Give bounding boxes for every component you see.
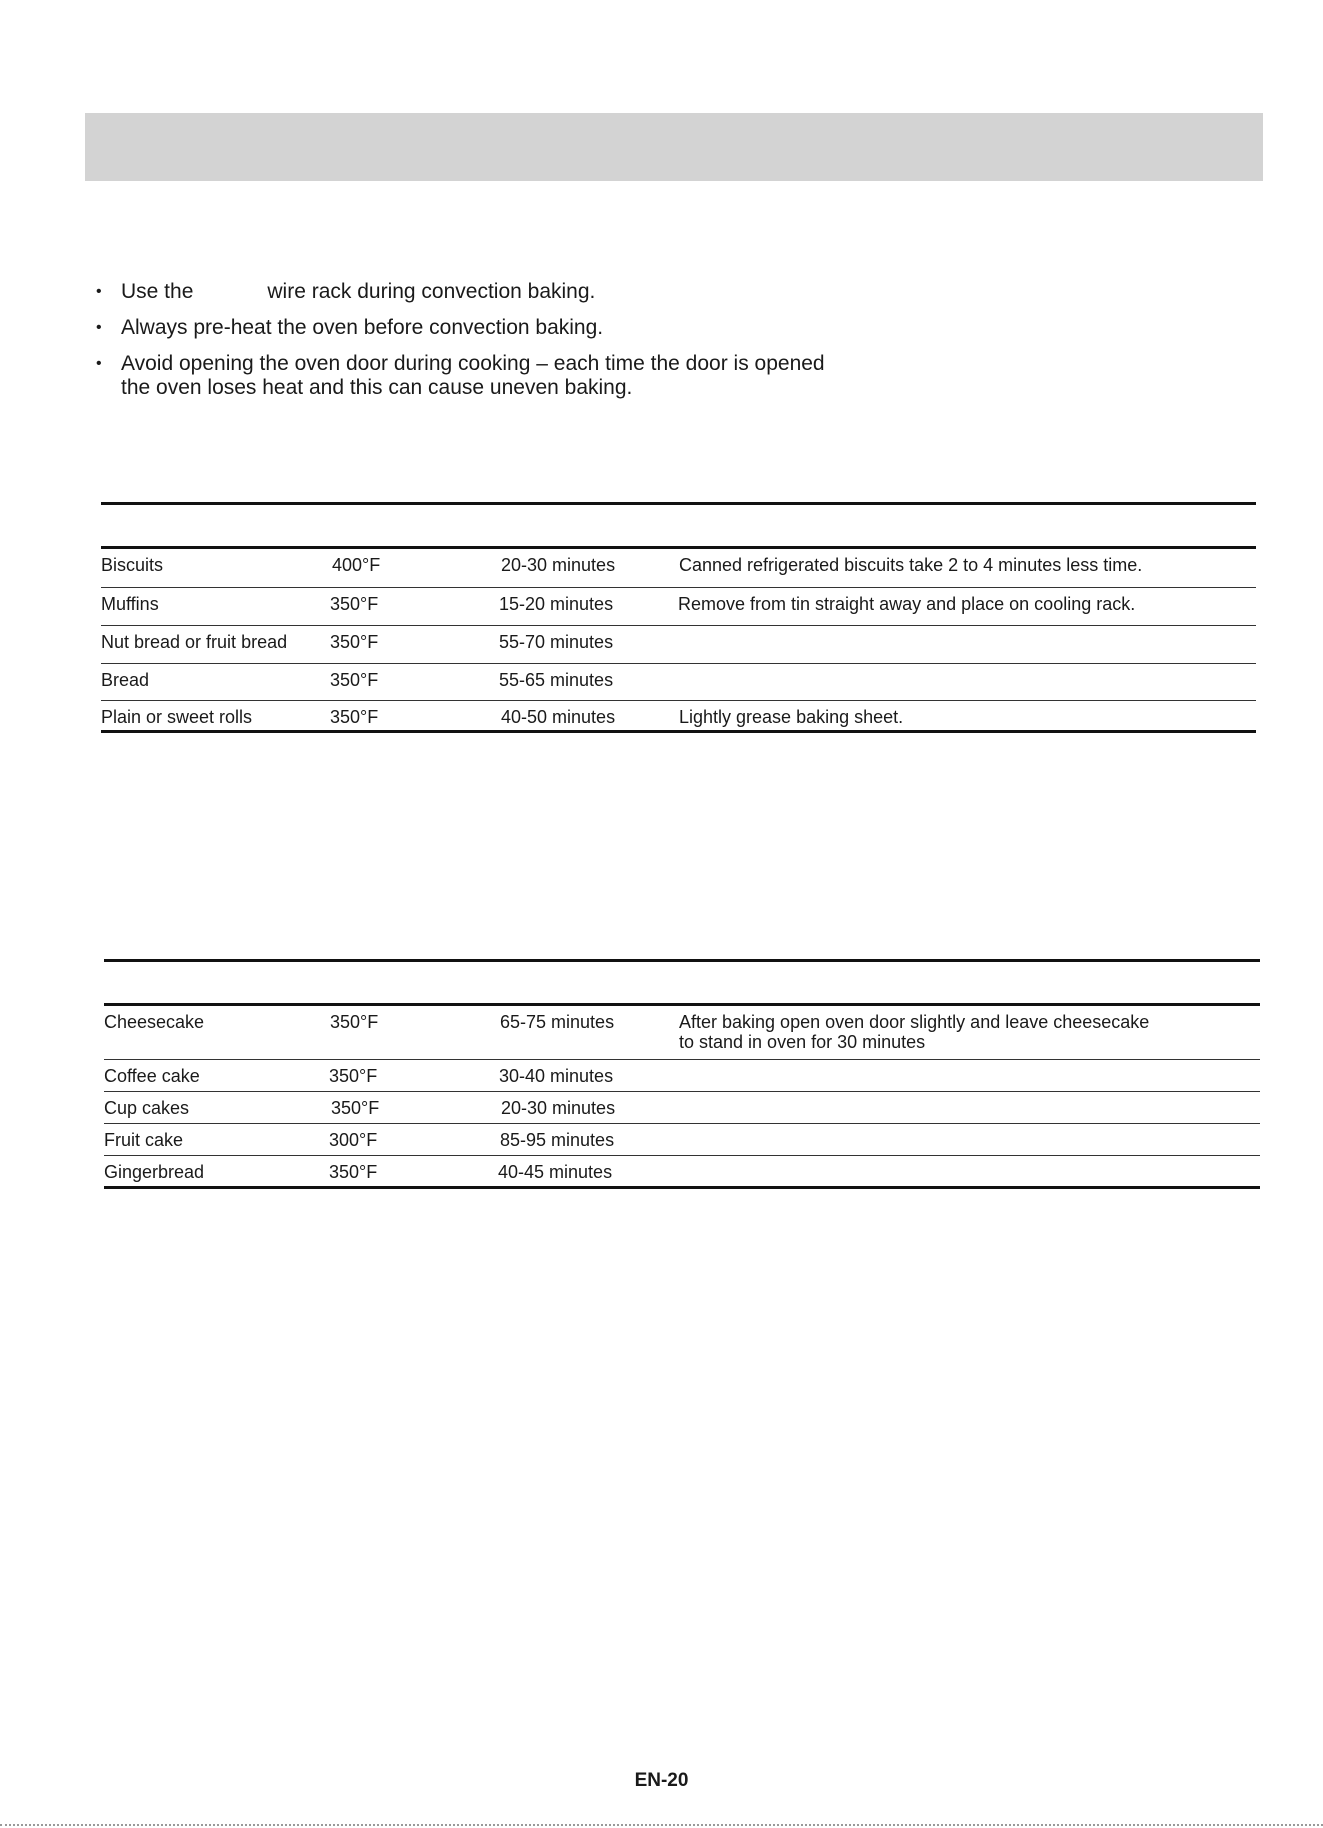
- food-cell: Nut bread or fruit bread: [101, 632, 288, 652]
- table-row: [104, 1156, 1260, 1189]
- table-row: [101, 626, 1256, 664]
- time-cell: 65-75 minutes: [500, 1012, 615, 1032]
- tip-item: [92, 316, 992, 340]
- table-row: [104, 1006, 1260, 1060]
- table-row: [101, 701, 1256, 733]
- table-top-rule: [101, 502, 1256, 505]
- time-cell: 30-40 minutes: [499, 1066, 614, 1086]
- temp-cell: 300°F: [329, 1130, 378, 1150]
- table-row: [104, 1060, 1260, 1092]
- temp-cell: 350°F: [329, 1066, 378, 1086]
- temp-cell: 350°F: [330, 670, 379, 690]
- note-line: After baking open oven door slightly and leave cheesecake: [679, 1012, 1150, 1032]
- tip-text: Always pre-heat the oven before convection baking.: [121, 316, 604, 339]
- food-cell: Biscuits: [101, 555, 164, 575]
- temp-cell: 350°F: [329, 1162, 378, 1182]
- temp-cell: 400°F: [332, 555, 381, 575]
- time-cell: 55-70 minutes: [499, 632, 614, 652]
- tip-text-line: Avoid opening the oven door during cooking – each time the door is opened: [121, 352, 825, 375]
- time-cell: 40-50 minutes: [501, 707, 616, 727]
- temp-cell: 350°F: [330, 707, 379, 727]
- time-cell: 85-95 minutes: [500, 1130, 615, 1150]
- tip-text-line: the oven loses heat and this can cause uneven baking.: [121, 376, 633, 399]
- time-cell: 40-45 minutes: [498, 1162, 613, 1182]
- temp-cell: 350°F: [331, 1098, 380, 1118]
- food-cell: Bread: [101, 670, 150, 690]
- table-row: [104, 1124, 1260, 1156]
- table-row: [101, 588, 1256, 626]
- tip-item: [92, 352, 992, 400]
- section-header-band: [85, 113, 1263, 181]
- note-line: to stand in oven for 30 minutes: [679, 1032, 926, 1052]
- breads-table: [101, 502, 1256, 732]
- food-cell: Muffins: [101, 594, 159, 614]
- time-cell: 55-65 minutes: [499, 670, 614, 690]
- tip-text-suffix: wire rack during convection baking.: [267, 280, 596, 303]
- table-row: [101, 664, 1256, 701]
- page-number: EN-20: [634, 1770, 689, 1791]
- note-cell: Remove from tin straight away and place on cooling rack.: [678, 594, 1136, 614]
- time-cell: 20-30 minutes: [501, 1098, 616, 1118]
- food-cell: Gingerbread: [104, 1162, 205, 1182]
- temp-cell: 350°F: [330, 594, 379, 614]
- food-cell: Coffee cake: [104, 1066, 200, 1086]
- food-cell: Fruit cake: [104, 1130, 184, 1150]
- tip-text-prefix: Use the: [121, 280, 194, 303]
- food-cell: Cheesecake: [104, 1012, 205, 1032]
- table-top-rule: [104, 959, 1260, 962]
- time-cell: 15-20 minutes: [499, 594, 614, 614]
- time-cell: 20-30 minutes: [501, 555, 616, 575]
- food-cell: Cup cakes: [104, 1098, 190, 1118]
- temp-cell: 350°F: [330, 632, 379, 652]
- bullet-icon: •: [96, 319, 102, 336]
- table-row: [101, 549, 1256, 588]
- note-cell: [679, 1012, 1149, 1052]
- page-edge-divider: [0, 1824, 1323, 1826]
- bullet-icon: •: [96, 355, 102, 372]
- tip-item: [92, 280, 992, 304]
- cakes-table: [104, 959, 1260, 1191]
- baking-tips-list: [92, 280, 992, 412]
- food-cell: Plain or sweet rolls: [101, 707, 253, 727]
- temp-cell: 350°F: [330, 1012, 379, 1032]
- note-cell: Lightly grease baking sheet.: [679, 707, 904, 727]
- note-cell: Canned refrigerated biscuits take 2 to 4 minutes less time.: [679, 555, 1143, 575]
- table-row: [104, 1092, 1260, 1124]
- bullet-icon: •: [96, 283, 102, 300]
